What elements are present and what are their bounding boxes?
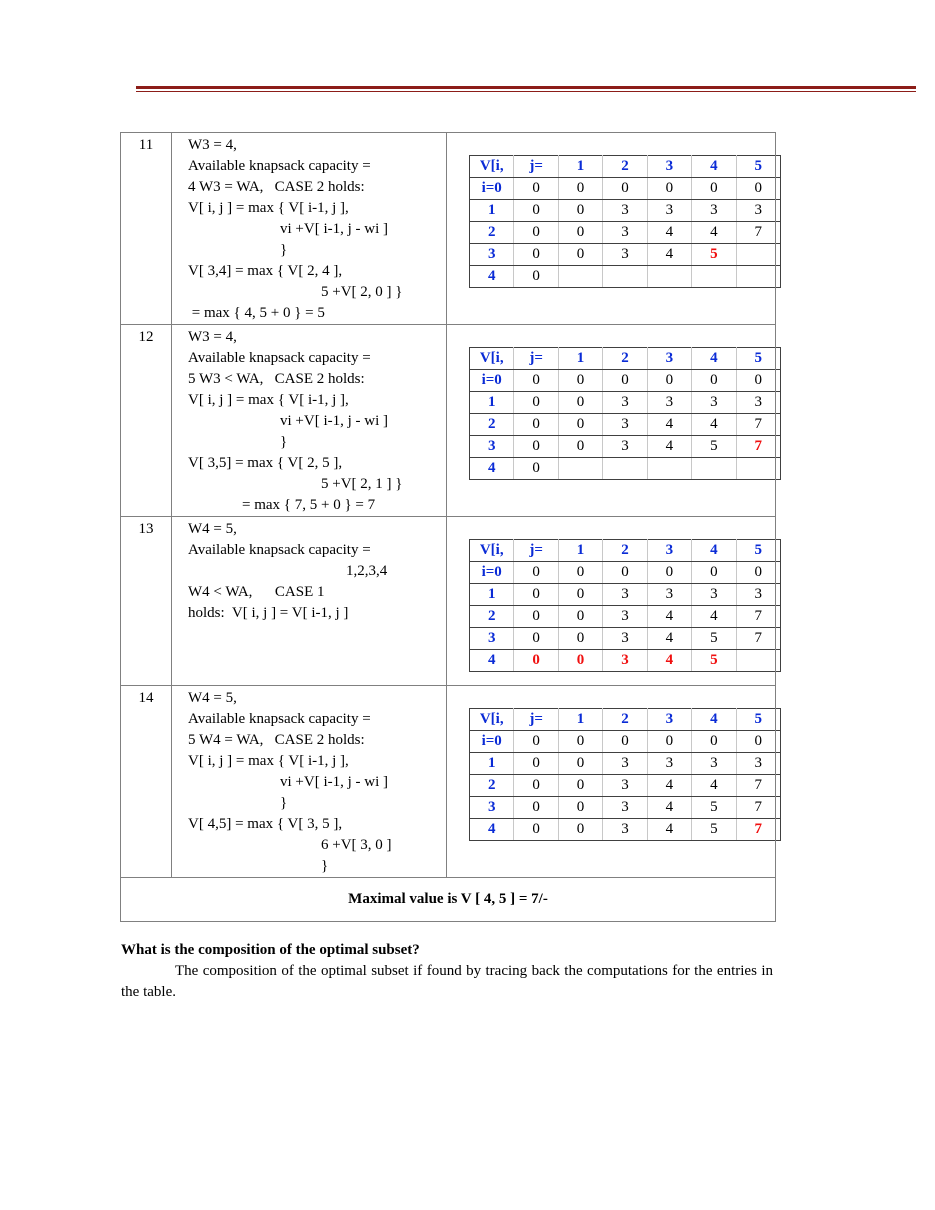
step-description xyxy=(172,133,447,325)
step-number: 14 xyxy=(121,686,172,878)
matrix-cell: 0 xyxy=(647,562,691,584)
matrix-cell: 3 xyxy=(603,775,647,797)
matrix-cell: 4 xyxy=(692,606,736,628)
matrix-cell: 0 xyxy=(514,200,558,222)
matrix-cell: 4 xyxy=(647,436,691,458)
description-line: W4 < WA, CASE 1 xyxy=(188,584,325,600)
step-row xyxy=(121,517,776,686)
matrix-header-cell: 5 xyxy=(736,156,780,178)
matrix-cell: 0 xyxy=(558,244,602,266)
matrix-header-cell: 3 xyxy=(470,628,514,650)
matrix-cell: 4 xyxy=(647,606,691,628)
step-description xyxy=(172,325,447,517)
matrix-cell: 0 xyxy=(514,370,558,392)
matrix-cell: 7 xyxy=(736,819,780,841)
matrix-cell: 0 xyxy=(603,370,647,392)
value-matrix-cell xyxy=(447,325,776,517)
matrix-cell xyxy=(558,266,602,288)
matrix-header-cell: i=0 xyxy=(470,562,514,584)
matrix-header-cell: i=0 xyxy=(470,178,514,200)
matrix-header-cell: 3 xyxy=(470,436,514,458)
matrix-cell: 0 xyxy=(736,731,780,753)
matrix-cell: 4 xyxy=(647,222,691,244)
matrix-cell: 3 xyxy=(603,819,647,841)
matrix-header-cell: 2 xyxy=(470,222,514,244)
matrix-cell: 0 xyxy=(558,436,602,458)
description-line: Available knapsack capacity = xyxy=(188,158,371,174)
step-row xyxy=(121,133,776,325)
matrix-cell: 7 xyxy=(736,606,780,628)
v-matrix xyxy=(469,155,781,288)
matrix-cell: 3 xyxy=(603,414,647,436)
description-line: vi +V[ i-1, j - wi ] xyxy=(280,774,389,790)
v-matrix xyxy=(469,539,781,672)
matrix-header-cell: V[i, xyxy=(470,709,514,731)
description-line: V[ i, j ] = max { V[ i-1, j ], xyxy=(188,200,349,216)
description-line: = max { 4, 5 + 0 } = 5 xyxy=(188,305,325,321)
matrix-cell: 0 xyxy=(514,414,558,436)
matrix-header-cell: 2 xyxy=(603,156,647,178)
matrix-cell: 0 xyxy=(514,819,558,841)
matrix-row xyxy=(470,392,781,414)
description-line: 5 +V[ 2, 0 ] } xyxy=(321,284,403,300)
matrix-cell: 3 xyxy=(603,584,647,606)
matrix-cell: 0 xyxy=(558,775,602,797)
matrix-header-cell: i=0 xyxy=(470,370,514,392)
matrix-cell: 3 xyxy=(603,392,647,414)
matrix-cell: 0 xyxy=(558,731,602,753)
matrix-header-cell: 1 xyxy=(470,753,514,775)
matrix-row xyxy=(470,436,781,458)
matrix-cell: 3 xyxy=(692,392,736,414)
matrix-cell: 3 xyxy=(603,650,647,672)
step-number: 13 xyxy=(121,517,172,686)
matrix-cell: 0 xyxy=(514,244,558,266)
matrix-cell: 4 xyxy=(647,244,691,266)
description-line: } xyxy=(321,858,329,874)
matrix-header-cell: 1 xyxy=(470,584,514,606)
matrix-row xyxy=(470,584,781,606)
matrix-cell: 3 xyxy=(647,584,691,606)
matrix-header-cell: 4 xyxy=(692,156,736,178)
matrix-cell: 4 xyxy=(647,775,691,797)
description-line: = max { 7, 5 + 0 } = 7 xyxy=(242,497,376,513)
matrix-header-cell: 4 xyxy=(692,709,736,731)
matrix-header-cell: 1 xyxy=(558,540,602,562)
matrix-cell xyxy=(736,458,780,480)
matrix-cell: 3 xyxy=(736,392,780,414)
matrix-cell xyxy=(603,458,647,480)
matrix-cell xyxy=(603,266,647,288)
maximal-value: Maximal value is V [ 4, 5 ] = 7/- xyxy=(121,878,776,922)
description-line: V[ 3,5] = max { V[ 2, 5 ], xyxy=(188,455,343,471)
matrix-header-cell: 1 xyxy=(470,200,514,222)
description-line: V[ i, j ] = max { V[ i-1, j ], xyxy=(188,753,349,769)
matrix-cell: 0 xyxy=(514,266,558,288)
matrix-cell: 3 xyxy=(736,200,780,222)
matrix-cell: 4 xyxy=(647,628,691,650)
matrix-cell: 5 xyxy=(692,819,736,841)
description-line: vi +V[ i-1, j - wi ] xyxy=(280,413,389,429)
matrix-header-cell: V[i, xyxy=(470,540,514,562)
matrix-cell: 0 xyxy=(647,731,691,753)
matrix-cell: 7 xyxy=(736,414,780,436)
matrix-cell: 0 xyxy=(558,414,602,436)
matrix-cell: 0 xyxy=(514,436,558,458)
matrix-cell: 3 xyxy=(603,628,647,650)
description-line: W4 = 5, xyxy=(188,690,237,706)
matrix-cell xyxy=(647,266,691,288)
result-row xyxy=(121,878,776,922)
matrix-cell: 0 xyxy=(558,222,602,244)
matrix-cell: 0 xyxy=(736,562,780,584)
matrix-cell: 0 xyxy=(692,370,736,392)
matrix-row xyxy=(470,819,781,841)
matrix-cell: 5 xyxy=(692,628,736,650)
matrix-cell xyxy=(647,458,691,480)
matrix-row xyxy=(470,731,781,753)
matrix-header-cell: 4 xyxy=(692,348,736,370)
matrix-header-cell: j= xyxy=(514,348,558,370)
matrix-cell: 7 xyxy=(736,436,780,458)
matrix-header-cell: 4 xyxy=(692,540,736,562)
matrix-cell: 0 xyxy=(514,606,558,628)
matrix-cell: 3 xyxy=(603,244,647,266)
matrix-header-cell: 5 xyxy=(736,540,780,562)
matrix-header-cell: j= xyxy=(514,540,558,562)
matrix-cell: 0 xyxy=(558,370,602,392)
matrix-header-cell: 3 xyxy=(647,348,691,370)
v-matrix xyxy=(469,347,781,480)
description-line: } xyxy=(280,795,288,811)
matrix-cell: 0 xyxy=(514,392,558,414)
matrix-header-cell: 2 xyxy=(603,348,647,370)
matrix-header-cell: 3 xyxy=(470,244,514,266)
matrix-cell: 0 xyxy=(603,731,647,753)
value-matrix-cell xyxy=(447,686,776,878)
step-number: 11 xyxy=(121,133,172,325)
section-question: What is the composition of the optimal subset? xyxy=(121,942,420,958)
matrix-header-cell: 5 xyxy=(736,709,780,731)
matrix-cell: 3 xyxy=(603,606,647,628)
description-line: holds: V[ i, j ] = V[ i-1, j ] xyxy=(188,605,349,621)
description-line: 4 W3 = WA, CASE 2 holds: xyxy=(188,179,365,195)
matrix-header-cell: 3 xyxy=(647,156,691,178)
matrix-header-cell: 4 xyxy=(470,650,514,672)
matrix-cell: 0 xyxy=(558,819,602,841)
matrix-cell: 0 xyxy=(647,178,691,200)
matrix-cell: 3 xyxy=(692,753,736,775)
matrix-cell: 0 xyxy=(558,178,602,200)
description-line: 1,2,3,4 xyxy=(346,563,388,579)
description-line: V[ 3,4] = max { V[ 2, 4 ], xyxy=(188,263,343,279)
description-line: 5 W4 = WA, CASE 2 holds: xyxy=(188,732,365,748)
matrix-cell xyxy=(736,650,780,672)
matrix-header-cell: 1 xyxy=(470,392,514,414)
matrix-header-cell: 5 xyxy=(736,348,780,370)
matrix-cell: 7 xyxy=(736,222,780,244)
matrix-cell: 4 xyxy=(692,775,736,797)
matrix-cell: 0 xyxy=(514,797,558,819)
matrix-header-cell: 2 xyxy=(470,606,514,628)
matrix-header-cell: 3 xyxy=(647,709,691,731)
matrix-cell: 3 xyxy=(603,797,647,819)
matrix-cell: 5 xyxy=(692,436,736,458)
matrix-header-cell: 1 xyxy=(558,156,602,178)
matrix-row xyxy=(470,348,781,370)
description-line: } xyxy=(280,434,288,450)
matrix-cell: 0 xyxy=(692,562,736,584)
matrix-cell: 0 xyxy=(514,731,558,753)
matrix-row xyxy=(470,266,781,288)
matrix-header-cell: 3 xyxy=(470,797,514,819)
matrix-cell: 7 xyxy=(736,797,780,819)
matrix-cell: 0 xyxy=(514,562,558,584)
description-line: W3 = 4, xyxy=(188,137,237,153)
matrix-cell: 0 xyxy=(514,222,558,244)
matrix-cell: 5 xyxy=(692,244,736,266)
matrix-cell: 0 xyxy=(558,392,602,414)
matrix-row xyxy=(470,178,781,200)
matrix-cell: 3 xyxy=(603,222,647,244)
matrix-header-cell: 4 xyxy=(470,819,514,841)
matrix-row xyxy=(470,775,781,797)
matrix-cell: 0 xyxy=(514,458,558,480)
header-rule-thin xyxy=(136,91,916,92)
matrix-cell: 5 xyxy=(692,650,736,672)
matrix-row xyxy=(470,797,781,819)
matrix-cell: 0 xyxy=(558,200,602,222)
matrix-cell: 3 xyxy=(603,200,647,222)
matrix-cell: 0 xyxy=(558,584,602,606)
matrix-header-cell: 3 xyxy=(647,540,691,562)
matrix-row xyxy=(470,244,781,266)
matrix-cell: 0 xyxy=(558,797,602,819)
matrix-cell: 0 xyxy=(558,650,602,672)
matrix-row xyxy=(470,414,781,436)
matrix-header-cell: j= xyxy=(514,156,558,178)
description-line: 5 W3 < WA, CASE 2 holds: xyxy=(188,371,365,387)
step-number: 12 xyxy=(121,325,172,517)
matrix-row xyxy=(470,606,781,628)
matrix-cell: 4 xyxy=(692,414,736,436)
matrix-cell: 3 xyxy=(692,584,736,606)
matrix-header-cell: 2 xyxy=(470,414,514,436)
description-line: } xyxy=(280,242,288,258)
description-line: 6 +V[ 3, 0 ] xyxy=(321,837,392,853)
step-row xyxy=(121,325,776,517)
step-description xyxy=(172,686,447,878)
description-line: Available knapsack capacity = xyxy=(188,542,371,558)
v-matrix xyxy=(469,708,781,841)
matrix-cell: 0 xyxy=(736,370,780,392)
matrix-cell: 3 xyxy=(647,200,691,222)
matrix-cell: 0 xyxy=(558,753,602,775)
matrix-cell: 3 xyxy=(603,436,647,458)
matrix-row xyxy=(470,628,781,650)
matrix-cell: 3 xyxy=(736,584,780,606)
matrix-cell xyxy=(736,266,780,288)
matrix-cell: 4 xyxy=(647,414,691,436)
matrix-cell: 0 xyxy=(558,562,602,584)
step-description xyxy=(172,517,447,686)
matrix-cell: 0 xyxy=(692,178,736,200)
matrix-cell: 0 xyxy=(558,606,602,628)
matrix-cell xyxy=(692,266,736,288)
matrix-cell: 7 xyxy=(736,628,780,650)
matrix-row xyxy=(470,562,781,584)
value-matrix-cell xyxy=(447,133,776,325)
matrix-cell: 0 xyxy=(514,584,558,606)
matrix-row xyxy=(470,222,781,244)
matrix-cell: 4 xyxy=(647,797,691,819)
matrix-header-cell: 1 xyxy=(558,348,602,370)
matrix-cell: 3 xyxy=(692,200,736,222)
matrix-header-cell: 2 xyxy=(603,709,647,731)
matrix-row xyxy=(470,156,781,178)
matrix-header-cell: 2 xyxy=(603,540,647,562)
matrix-cell xyxy=(736,244,780,266)
matrix-row xyxy=(470,709,781,731)
matrix-header-cell: 1 xyxy=(558,709,602,731)
matrix-header-cell: i=0 xyxy=(470,731,514,753)
matrix-cell: 3 xyxy=(603,753,647,775)
matrix-cell: 0 xyxy=(514,650,558,672)
matrix-header-cell: V[i, xyxy=(470,156,514,178)
description-line: W3 = 4, xyxy=(188,329,237,345)
description-line: 5 +V[ 2, 1 ] } xyxy=(321,476,403,492)
matrix-cell: 0 xyxy=(514,775,558,797)
value-matrix-cell xyxy=(447,517,776,686)
matrix-cell: 3 xyxy=(736,753,780,775)
matrix-cell: 3 xyxy=(647,753,691,775)
matrix-header-cell: 2 xyxy=(470,775,514,797)
description-line: V[ 4,5] = max { V[ 3, 5 ], xyxy=(188,816,343,832)
matrix-cell xyxy=(558,458,602,480)
matrix-row xyxy=(470,200,781,222)
description-line: vi +V[ i-1, j - wi ] xyxy=(280,221,389,237)
matrix-row xyxy=(470,753,781,775)
matrix-cell: 4 xyxy=(647,650,691,672)
matrix-row xyxy=(470,540,781,562)
description-line: Available knapsack capacity = xyxy=(188,350,371,366)
matrix-cell: 0 xyxy=(514,628,558,650)
matrix-cell: 5 xyxy=(692,797,736,819)
step-row xyxy=(121,686,776,878)
matrix-cell: 4 xyxy=(692,222,736,244)
matrix-cell: 0 xyxy=(603,562,647,584)
matrix-header-cell: 4 xyxy=(470,266,514,288)
matrix-header-cell: V[i, xyxy=(470,348,514,370)
matrix-row xyxy=(470,650,781,672)
matrix-cell: 7 xyxy=(736,775,780,797)
matrix-cell: 0 xyxy=(736,178,780,200)
matrix-cell: 4 xyxy=(647,819,691,841)
body-paragraph: The composition of the optimal subset if found by tracing back the computations for the entries in the table. xyxy=(121,963,773,1000)
matrix-row xyxy=(470,370,781,392)
matrix-row xyxy=(470,458,781,480)
description-line: V[ i, j ] = max { V[ i-1, j ], xyxy=(188,392,349,408)
matrix-cell: 0 xyxy=(603,178,647,200)
matrix-header-cell: j= xyxy=(514,709,558,731)
description-line: W4 = 5, xyxy=(188,521,237,537)
matrix-cell: 0 xyxy=(514,753,558,775)
knapsack-steps-table xyxy=(120,132,776,922)
matrix-cell xyxy=(692,458,736,480)
matrix-cell: 0 xyxy=(647,370,691,392)
header-rule xyxy=(136,86,916,89)
matrix-cell: 0 xyxy=(558,628,602,650)
matrix-cell: 0 xyxy=(514,178,558,200)
matrix-cell: 3 xyxy=(647,392,691,414)
matrix-header-cell: 4 xyxy=(470,458,514,480)
description-line: Available knapsack capacity = xyxy=(188,711,371,727)
matrix-cell: 0 xyxy=(692,731,736,753)
